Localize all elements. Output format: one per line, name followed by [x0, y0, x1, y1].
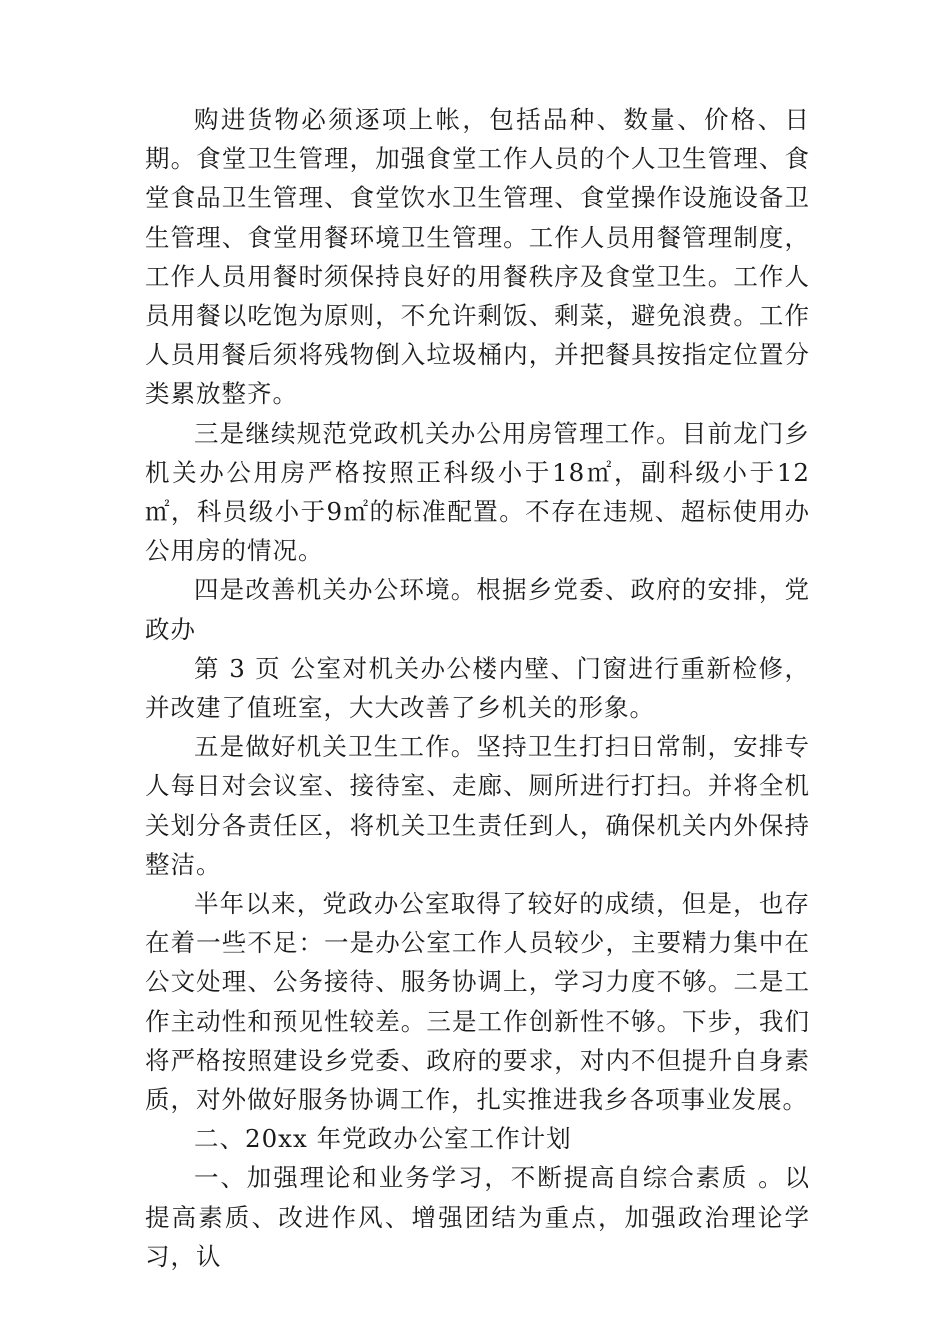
paragraph-office-environment: 四是改善机关办公环境。根据乡党委、政府的安排，党政办 [145, 575, 810, 644]
document-page [145, 100, 810, 1276]
paragraph-page-break-continuation: 第 3 页 公室对机关办公楼内壁、门窗进行重新检修，并改建了值班室，大大改善了乡机关的形象。 [145, 653, 810, 723]
paragraph-half-year-summary: 半年以来，党政办公室取得了较好的成绩，但是，也存在着一些不足：一是办公室工作人员较少，主要精力集中在公文处理、公务接待、服务协调上，学习力度不够。二是工作主动性和预见性较差。三是工作创新性不够。下步，我们将严格按照建设乡党委、政府的要求，对内不但提升自身素质，对外做好服务协调工作，扎实推进我乡各项事业发展。 [145, 889, 810, 1115]
paragraph-office-space: 三是继续规范党政机关办公用房管理工作。目前龙门乡机关办公用房严格按照正科级小于18㎡，副科级小于12㎡，科员级小于9㎡的标准配置。不存在违规、超标使用办公用房的情况。 [145, 418, 810, 566]
section-heading-work-plan: 二、20xx 年党政办公室工作计划 [194, 1124, 572, 1154]
paragraph-study-plan: 一、加强理论和业务学习，不断提高自综合素质 。以提高素质、改进作风、增强团结为重点，加强政治理论学习，认 [145, 1163, 810, 1271]
paragraph-canteen-management: 购进货物必须逐项上帐，包括品种、数量、价格、日期。食堂卫生管理，加强食堂工作人员的个人卫生管理、食堂食品卫生管理、食堂饮水卫生管理、食堂操作设施设备卫生管理、食堂用餐环境卫生管理。工作人员用餐管理制度，工作人员用餐时须保持良好的用餐秩序及食堂卫生。工作人员用餐以吃饱为原则，不允许剩饭、剩菜，避免浪费。工作人员用餐后须将残物倒入垃圾桶内，并把餐具按指定位置分类累放整齐。 [145, 105, 810, 409]
paragraph-hygiene-work: 五是做好机关卫生工作。坚持卫生打扫日常制，安排专人每日对会议室、接待室、走廊、厕所进行打扫。并将全机关划分各责任区，将机关卫生责任到人，确保机关内外保持整洁。 [145, 732, 810, 879]
